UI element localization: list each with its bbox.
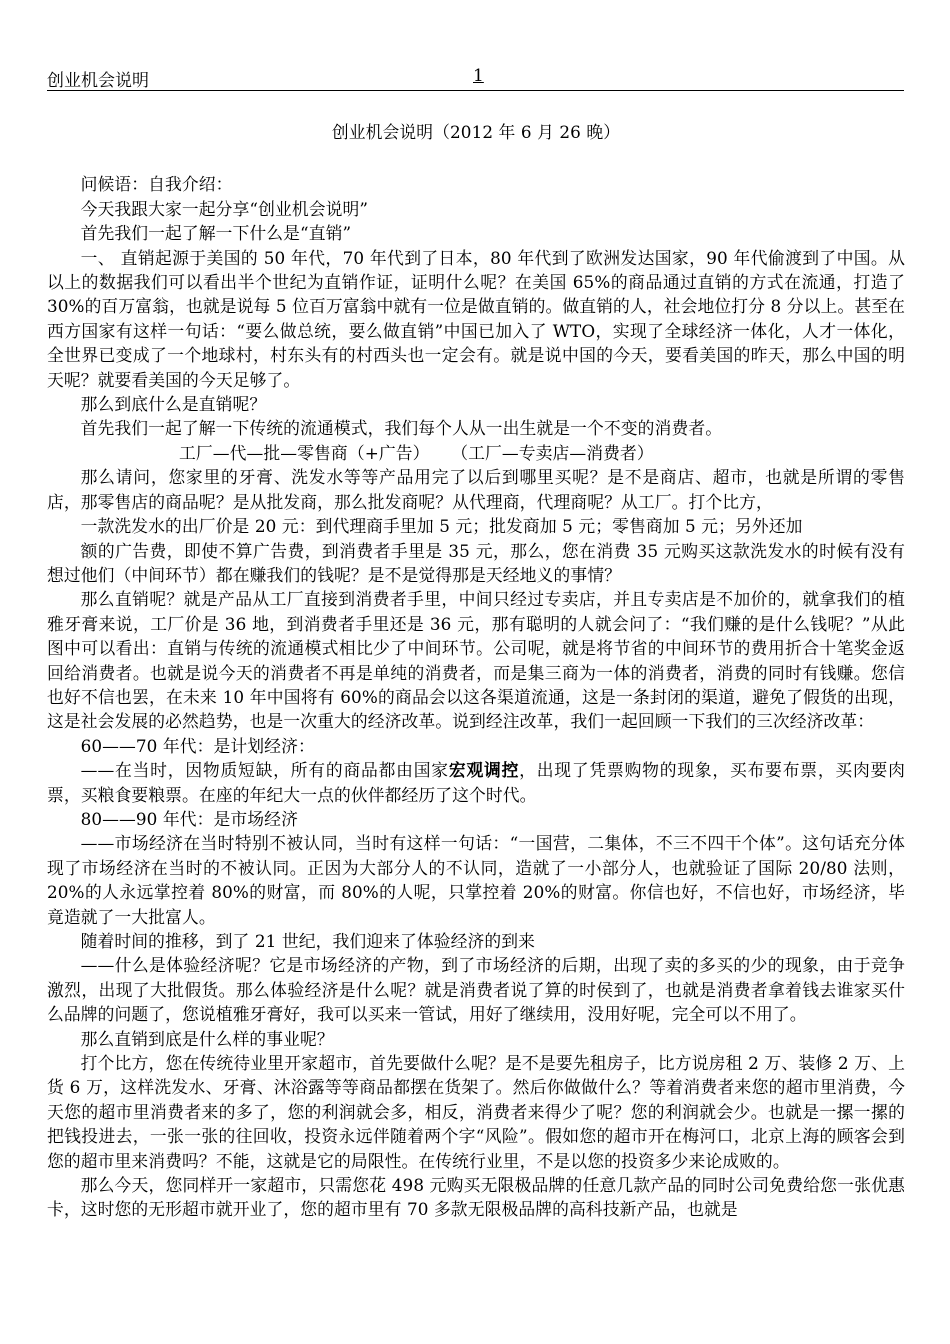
paragraph-price-example: 一款洗发水的出厂价是 20 元：到代理商手里加 5 元；批发商加 5 元；零售商加 5 元；另外还加 <box>80 516 803 537</box>
paragraph-experience-economy: ——什么是体验经济呢？它是市场经济的产物，到了市场经济的后期，出现了卖的多买的少的现象，由于竞争激烈，出现了大批假货。那么体验经济是什么呢？就是消费者说了算的时侯到了，也就是消费者拿着钱去谁家买什么品牌的问题了，您说植雅牙膏好，我可以买来一管试，用好了继续用，没用好呢，完全可以不用了。 <box>47 955 905 1025</box>
paragraph-virtual-supermarket: 那么今天，您同样开一家超市，只需您花 498 元购买无限极品牌的任意几款产品的同时公司免费给您一张优惠卡，这时您的无形超市就开业了，您的超市里有 70 多款无限极品牌的高科技新产品，也就是 <box>47 1175 905 1220</box>
paragraph-what-is-direct-sales: 首先我们一起了解一下什么是“直销” <box>80 223 352 244</box>
document-body <box>47 120 905 1222</box>
paragraph-experience-economy-heading: 随着时间的推移，到了 21 世纪，我们迎来了体验经济的到来 <box>80 931 536 951</box>
planned-economy-text-a: ——在当时，因物质短缺，所有的商品都由国家 <box>80 760 449 781</box>
bold-macro-control: 宏观调控 <box>448 760 520 781</box>
paragraph-history: 一、 直销起源于美国的 50 年代，70 年代到了日本，80 年代到了欧洲发达国家，90 年代偷渡到了中国。从以上的数据我们可以看出半个世纪为直销作证，证明什么呢？在美国 65%的商品通过直销的方式在流通，打造了 30%的百万富翁，也就是说每 5 位百万富翁中就有一位是做直销的。做直销的人，社会地位打分 8 分以上。甚至在西方国家有这样一句话：“要么做总统，要么做直销”中国已加入了 WTO，实现了全球经济一体化，人才一体化，全世界已变成了一个地球村，村东头有的村西头也一定会有。就是说中国的今天，要看美国的昨天，那么中国的明天呢？就要看美国的今天足够了。 <box>47 247 905 390</box>
paragraph-question: 那么到底什么是直销呢？ <box>80 394 267 415</box>
paragraph-business-question: 那么直销到底是什么样的事业呢？ <box>80 1028 334 1049</box>
planned-economy-text-b: ，出现了凭票购物的现象，买布要布票，买肉要肉票，买粮食要粮票。在座的年纪大一点的伙伴都经历了这个时代。 <box>47 760 905 805</box>
paragraph-retail-chain: 那么请问，您家里的牙膏、洗发水等等产品用完了以后到哪里买呢？是不是商店、超市，也就是所谓的零售店，那零售店的商品呢？是从批发商，那么批发商呢？从代理商，代理商呢？从工厂。打个比方， <box>47 467 905 512</box>
paragraph-planned-economy <box>47 758 905 807</box>
paragraph-traditional-model: 首先我们一起了解一下传统的流通模式，我们每个人从一出生就是一个不变的消费者。 <box>80 418 723 439</box>
paragraph-direct-sales: 那么直销呢？就是产品从工厂直接到消费者手里，中间只经过专卖店，并且专卖店是不加价的，就拿我们的植雅牙膏来说，工厂价是 36 地，到消费者手里还是 36 元，那有聪明的人就会问了：“我们赚的是什么钱呢？”从此图中可以看出：直销与传统的流通模式相比少了中间环节。公司呢，就是将节省的中间环节的费用折合十笔奖金返回给消费者。也就是说今天的消费者不再是单纯的消费者，而是集三商为一体的消费者，消费的同时有钱赚。您信也好不信也罢，在未来 10 年中国将有 60%的商品会以这各渠道流通，这是一条封闭的渠道，避免了假货的出现，这是社会发展的必然趋势，也是一次重大的经济改革。说到经注改革，我们一起回顾一下我们的三次经济改革： <box>47 589 905 732</box>
paragraph-planned-economy-heading: 60——70 年代：是计划经济： <box>80 735 315 756</box>
paragraph-supermarket-example: 打个比方，您在传统待业里开家超市，首先要做什么呢？是不是要先租房子，比方说房租 2 万、装修 2 万、上货 6 万，这样洗发水、牙膏、沐浴露等等商品都摆在货架了。然后你做做什么？等着消费者来您的超市里消费，今天您的超市里消费者来的多了，您的利润就会多，相反，消费者来得少了呢？您的利润就会少。也就是一摞一摞的把钱投进去，一张一张的往回收，投资永远伴随着两个字“风险”。假如您的超市开在梅河口，北京上海的顾客会到您的超市里来消费吗？不能，这就是它的局限性。在传统行业里，不是以您的投资多少来论成败的。 <box>47 1053 905 1171</box>
paragraph-intro: 今天我跟大家一起分享“创业机会说明” <box>80 198 369 219</box>
paragraph-market-economy: ——市场经济在当时特别不被认同，当时有这样一句话：“一国营，二集体，不三不四干个体”。这句话充分体现了市场经济在当时的不被认同。正因为大部分人的不认同，造就了一小部分人，也就验证了国际 20/80 法则，20%的人永远掌控着 80%的财富，而 80%的人呢，只掌控着 20%的财富。你信也好，不信也好，市场经济，毕竟造就了一大批富人。 <box>47 833 905 927</box>
paragraph-ad-fee: 额的广告费，即使不算广告费，到消费者手里是 35 元，那么，您在消费 35 元购买这款洗发水的时候有没有想过他们（中间环节）都在赚我们的钱呢？是不是觉得那是天经地义的事情？ <box>47 540 905 585</box>
document-title: 创业机会说明（2012 年 6 月 26 晚） <box>331 122 621 142</box>
page-number: 1 <box>473 66 484 86</box>
header-title: 创业机会说明 <box>47 71 149 91</box>
page-header <box>47 66 904 91</box>
paragraph-market-economy-heading: 80——90 年代：是市场经济 <box>80 808 298 829</box>
paragraph-greeting: 问候语：自我介绍： <box>80 174 233 195</box>
flow-diagram-text: 工厂—代—批—零售商（+广告） （工厂—专卖店—消费者） <box>179 442 654 463</box>
